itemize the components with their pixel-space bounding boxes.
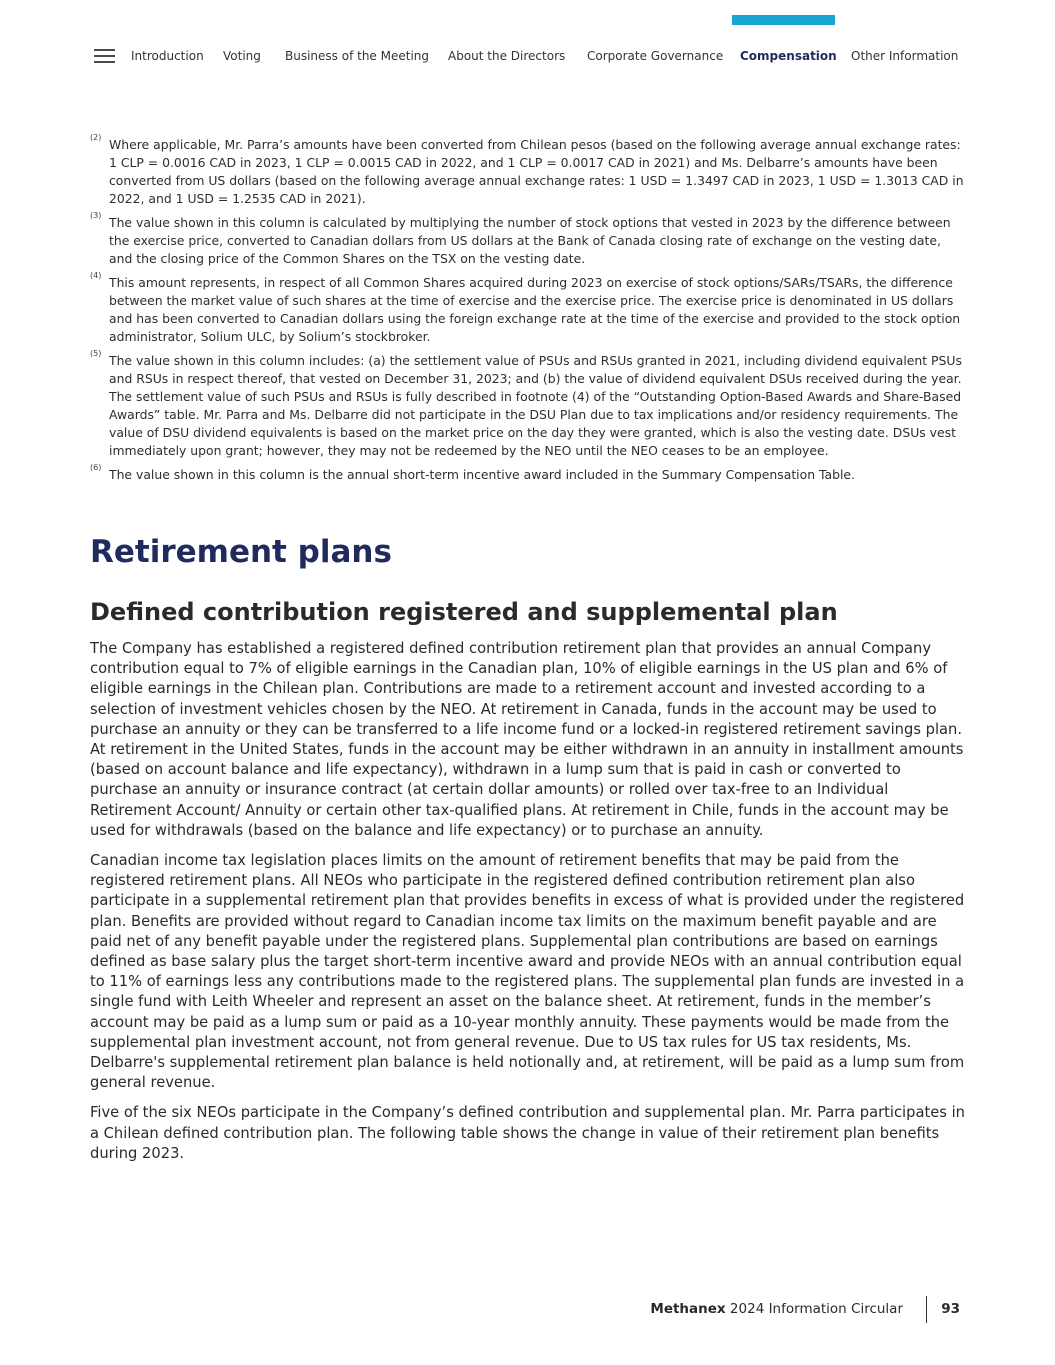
paragraph: The Company has established a registered defined contribution retirement plan that provides an annual Company contribution equal to 7% of eligible earnings in the Canadian plan, 10% of eligible earnings in the US plan and 6% of eligible earnings in the Chilean plan. Contributions are made to a retirement account and invested according to a selection of investment vehicles chosen by the NEO. At retirement in Canada, funds in the account may be used to purchase an annuity or they can be transferred to a life income fund or a locked-in registered retirement savings plan. At retirement in the United States, funds in the account may be either withdrawn in an annuity in installment amounts (based on account balance and life expectancy), withdrawn in a lump sum that is paid in cash or converted to purchase an annuity or insurance contract (at certain dollar amounts) or rolled over tax-free to an Individual Retirement Account/ Annuity or certain other tax-qualified plans. At retirement in Chile, funds in the account may be used for withdrawals (based on the balance and life expectancy) or to purchase an annuity. xyxy=(90,640,964,839)
footnote-text: Where applicable, Mr. Parra’s amounts have been converted from Chilean pesos (based on the following average annual exchange rates: 1 CLP = 0.0016 CAD in 2023, 1 CLP = 0.0015 CAD in 2022, and 1 CLP = 0.0017 CAD in 2021) and Ms. Delbarre’s amounts have been converted from US dollars (based on the following average annual exchange rates: 1 USD = 1.3497 CAD in 2023, 1 USD = 1.3013 CAD in 2022, and 1 USD = 1.2535 CAD in 2021). xyxy=(109,137,964,206)
page-number: 93 xyxy=(941,1301,960,1317)
footnote-2 xyxy=(90,133,965,208)
nav-item-other-information[interactable]: Other Information xyxy=(851,49,959,63)
footnote-marker: (2) xyxy=(90,133,102,142)
footnote-text: The value shown in this column is calculated by multiplying the number of stock options that vested in 2023 by the difference between the exercise price, converted to Canadian dollars from US dollars at the Bank of Canada closing rate of exchange on the vesting date, and the closing price of the Common Shares on the TSX on the vesting date. xyxy=(109,215,951,266)
footnote-text: The value shown in this column includes: (a) the settlement value of PSUs and RSUs granted in 2021, including dividend equivalent PSUs and RSUs in respect thereof, that vested on December 31, 2023; and (b) the value of dividend equivalent DSUs received during the year. The settlement value of such PSUs and RSUs is fully described in footnote (4) of the “Outstanding Option-Based Awards and Share-Based Awards” table. Mr. Parra and Ms. Delbarre did not participate in the DSU Plan due to tax implications and/or residency requirements. The value of DSU dividend equivalents is based on the market price on the day they were granted, which is also the vesting date. DSUs vest immediately upon grant; however, they may not be redeemed by the NEO until the NEO ceases to be an employee. xyxy=(109,353,962,458)
footnote-5 xyxy=(90,349,965,460)
hamburger-menu-icon[interactable] xyxy=(94,49,115,63)
section-title: Retirement plans xyxy=(90,534,392,570)
nav-item-voting[interactable]: Voting xyxy=(223,49,261,63)
footnote-6 xyxy=(90,463,965,484)
nav-item-about-the-directors[interactable]: About the Directors xyxy=(448,49,566,63)
section-subtitle: Defined contribution registered and supplemental plan xyxy=(90,598,838,626)
nav-item-introduction[interactable]: Introduction xyxy=(131,49,204,63)
footer-publication-title: 2024 Information Circular xyxy=(725,1301,903,1317)
paragraph: Five of the six NEOs participate in the Company’s defined contribution and supplemental plan. Mr. Parra participates in a Chilean defined contribution plan. The following table shows the change in value of their retirement plan benefits during 2023. xyxy=(90,1104,965,1162)
footnote-4 xyxy=(90,271,965,346)
footnote-marker: (5) xyxy=(90,349,102,358)
nav-item-business-of-the-meeting[interactable]: Business of the Meeting xyxy=(285,49,429,63)
footnote-3 xyxy=(90,211,965,268)
footnote-marker: (3) xyxy=(90,211,102,220)
footnote-text: This amount represents, in respect of all Common Shares acquired during 2023 on exercise of stock options/SARs/TSARs, the difference between the market value of such shares at the time of exercise and the exercise price. The exercise price is denominated in US dollars and has been converted to Canadian dollars using the foreign exchange rate at the time of the exercise and provided to the stock option administrator, Solium ULC, by Solium’s stockbroker. xyxy=(109,275,961,344)
nav-item-compensation[interactable]: Compensation xyxy=(740,49,837,63)
page-footer xyxy=(560,1296,965,1324)
footer-brand: Methanex xyxy=(650,1301,726,1317)
footer-publication xyxy=(650,1300,903,1318)
active-section-indicator xyxy=(732,15,835,25)
footnote-marker: (6) xyxy=(90,463,102,472)
footnote-marker: (4) xyxy=(90,271,102,280)
nav-item-corporate-governance[interactable]: Corporate Governance xyxy=(587,49,724,63)
section-body xyxy=(90,639,968,1174)
top-navigation xyxy=(0,0,1055,80)
footnotes xyxy=(90,133,965,490)
footnote-text: The value shown in this column is the annual short-term incentive award included in the Summary Compensation Table. xyxy=(109,467,855,482)
paragraph: Canadian income tax legislation places limits on the amount of retirement benefits that may be paid from the registered retirement plans. All NEOs who participate in the registered defined contribution retirement plan also participate in a supplemental retirement plan that provides benefits in excess of what is provided under the registered plan. Benefits are provided without regard to Canadian income tax limits on the maximum benefit payable and are paid net of any benefit payable under the registered plans. Supplemental plan contributions are based on earnings defined as base salary plus the target short-term incentive award and provide NEOs with an annual contribution equal to 11% of earnings less any contributions made to the registered plans. The supplemental plan funds are invested in a single fund with Leith Wheeler and represent an asset on the balance sheet. At retirement, funds in the member’s account may be paid as a lump sum or paid as a 10-year monthly annuity. These payments would be made from the supplemental plan investment account, not from general revenue. Due to US tax rules for US tax residents, Ms. Delbarre's supplemental retirement plan balance is held notionally and, at retirement, will be paid as a lump sum from general revenue. xyxy=(90,852,965,1092)
footer-divider xyxy=(926,1296,927,1323)
